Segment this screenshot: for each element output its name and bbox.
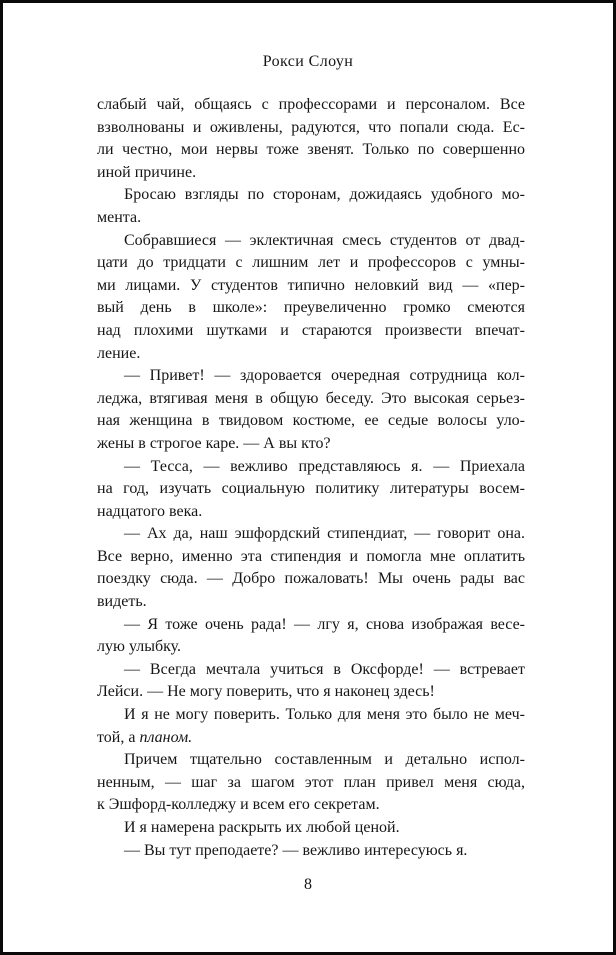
text-line: Все верно, именно эта стипендия и помогла мне оплатить <box>97 547 525 565</box>
text-line: над плохими шутками и стараются произвести впечат- <box>97 321 525 339</box>
text-line: Бросаю взгляды по сторонам, дожидаясь удобного мо- <box>124 186 525 204</box>
page-number: 8 <box>304 876 312 893</box>
paragraph <box>97 523 525 613</box>
text-line: надцатого века. <box>97 502 203 520</box>
text-body <box>97 94 525 862</box>
paragraph <box>97 614 525 659</box>
text-line: — Тесса, — вежливо представляюсь я. — Приехала <box>124 457 525 475</box>
text-line: — Я тоже очень рада! — лгу я, снова изображая весе- <box>124 615 525 633</box>
running-head-author: Рокси Слоун <box>262 53 354 70</box>
text-line: взволнованы и оживлены, радуются, что попали сюда. Ес- <box>97 118 525 136</box>
text-line: на год, изучать социальную политику литературы восем- <box>97 480 525 498</box>
paragraph <box>97 704 525 749</box>
text-line: — Всегда мечтала учиться в Оксфорде! — встревает <box>124 660 525 678</box>
paragraph <box>97 817 525 840</box>
paragraph <box>97 659 525 704</box>
plain-text: той, а <box>97 728 140 746</box>
text-line: вый день в школе»: преувеличенно громко смеются <box>97 299 525 317</box>
text-line: Лейси. — Не могу поверить, что я наконец здесь! <box>97 683 435 701</box>
paragraph <box>97 230 525 366</box>
text-line: ление. <box>97 344 141 362</box>
text-line: И я намерена раскрыть их любой ценой. <box>124 819 400 836</box>
text-line: леджа, втягивая меня в общую беседу. Это высокая серьез- <box>97 389 525 407</box>
text-line: слабый чай, общаясь с профессорами и персоналом. Все <box>97 96 525 113</box>
paragraph <box>97 840 525 863</box>
text-line: поездку сюда. — Добро пожаловать! Мы очень рады вас <box>97 570 525 588</box>
text-line: И я не могу поверить. Только для меня это было не меч- <box>124 706 525 724</box>
text-line: Причем тщательно составленным и детально испол- <box>124 751 525 769</box>
text-line: — Ах да, наш эшфордский стипендиат, — говорит она. <box>124 525 525 543</box>
paragraph <box>97 94 525 184</box>
text-line: Собравшиеся — эклектичная смесь студентов от двад- <box>124 231 525 249</box>
text-line: ненным, — шаг за шагом этот план привел меня сюда, <box>97 773 525 791</box>
text-line: — Привет! — здоровается очередная сотрудница кол- <box>124 367 525 385</box>
paragraph <box>97 456 525 524</box>
text-line <box>97 727 525 750</box>
paragraph <box>97 184 525 229</box>
text-line: к Эшфорд-колледжу и всем его секретам. <box>97 796 380 814</box>
text-line: видеть. <box>97 593 147 611</box>
text-line: ная женщина в твидовом костюме, ее седые волосы уло- <box>97 412 525 430</box>
text-line: цати до тридцати с лишним лет и профессоров с умны- <box>97 254 525 272</box>
italic-text: планом. <box>139 728 193 746</box>
text-line: ми лицами. У студентов типично неловкий вид — «пер- <box>97 276 525 294</box>
text-line: — Вы тут преподаете? — вежливо интересуюсь я. <box>124 841 468 859</box>
paragraph <box>97 365 525 455</box>
paragraph <box>97 749 525 817</box>
text-line: лую улыбку. <box>97 638 182 656</box>
text-line: иной причине. <box>97 163 197 181</box>
text-line: жены в строгое каре. — А вы кто? <box>97 434 331 452</box>
text-line: ли честно, мои нервы тоже звенят. Только по совершенно <box>97 141 525 159</box>
text-line: мента. <box>97 208 142 226</box>
